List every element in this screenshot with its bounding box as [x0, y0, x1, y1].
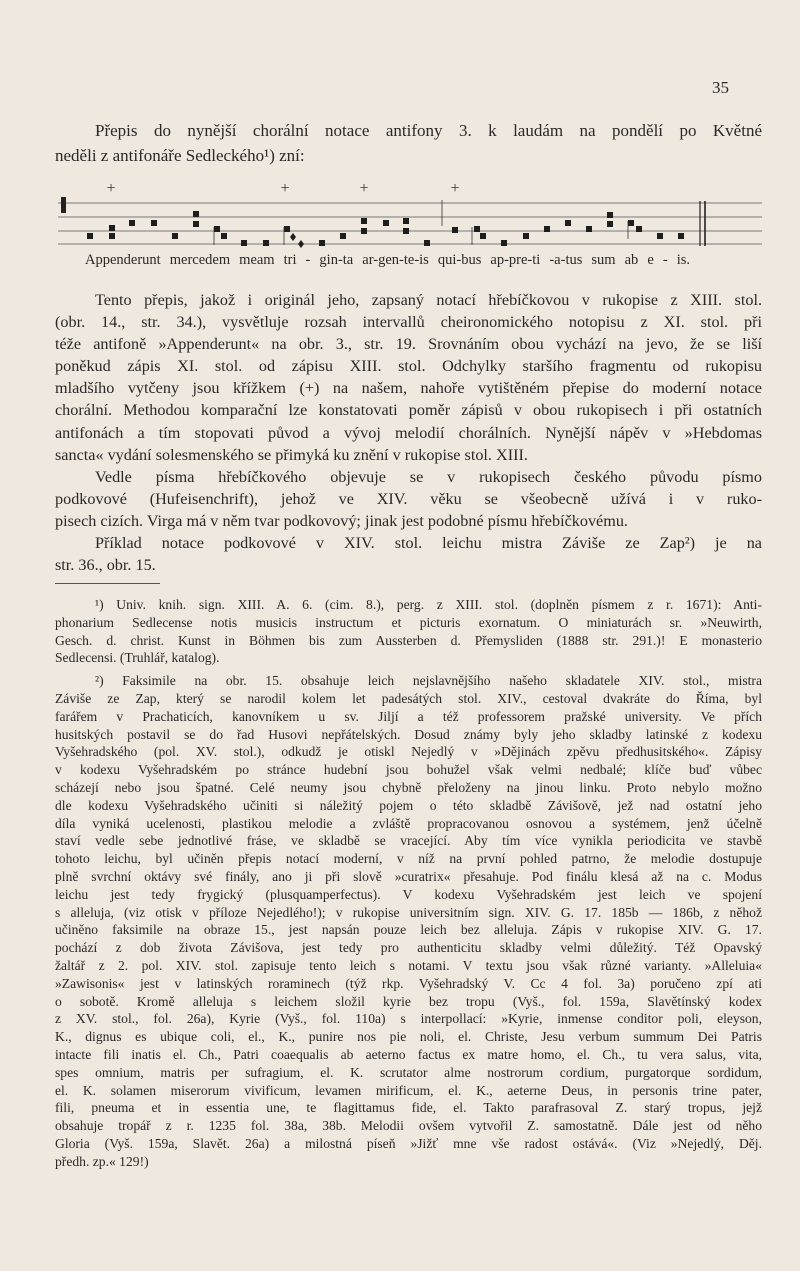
neume-note [361, 218, 367, 224]
paragraph [55, 532, 762, 576]
footnote-2 [55, 672, 762, 1170]
neume-note [241, 240, 247, 246]
body-text [55, 289, 762, 576]
rhombus-note [290, 233, 296, 241]
neume-note [565, 220, 571, 226]
footnote-line: díla vyniká ucelenosti, plastikou melodie a zvláště propracovanou osnovou a systémem, jenž účelně [55, 815, 762, 831]
paragraph-line: chorální. Methodou komparační lze konstatovati poměr zápisů v obou rukopisech i při ostatních [55, 401, 762, 420]
footnote-line: učiněno faksimile na obraze 15., jest napsán pouze leich bez alleluja. Zápis v rukopise XIV. G. 17. [55, 922, 762, 938]
footnote-line: phonarium Sedlecense notis musicis instructum et picturis exornatum. O miniaturách sr. »Neuwirth, [55, 614, 762, 630]
footnote-line: scházejí nebo jsou špatné. Celé neumy jsou chybně přeloženy na jinou linku. Proto nebylo možno [55, 779, 762, 795]
paragraph-line: mladšího vytčeny jsou křížkem (+) na našem, nahoře vytištěném přepise do moderní notace [55, 379, 762, 398]
paragraph-line: (obr. 14., str. 34.), vysvětluje rozsah intervallů cheironomického notopisu z XI. stol. při [55, 313, 762, 332]
footnotes [55, 596, 762, 1176]
footnote-line: spes omnium, matris per sufragium, el. K. scrutator alme nostrorum cordium, purgatorque sordidum, [55, 1064, 762, 1080]
footnote-line: Sedlecensi. (Truhlář, katalog). [55, 650, 220, 666]
footnote-line: farářem v Prachaticích, kanovníkem u sv. Jiljí a též professorem pražské university. Ve přích [55, 708, 762, 724]
neume-note [657, 233, 663, 239]
footnote-line: tohoto leichu, byl učiněn přepis notací moderní, v níž na první pohled patrno, že melodie dostupuje [55, 851, 762, 867]
footnote-line: staví vedle sebe jednotlivé fráse, ve skladbě se vracející. Aby tím více vynikla periodicita ve stavbě [55, 833, 762, 849]
neume-note [263, 240, 269, 246]
intro-text [55, 118, 762, 168]
neume-note [628, 220, 634, 226]
chant-notation-staff [0, 175, 800, 255]
neume-note [403, 228, 409, 234]
footnote-line: pochází z dob života Závišova, jest tedy pro authenticitu skladby velmi důležitý. Též Opavský [55, 940, 762, 956]
neume-note [172, 233, 178, 239]
neume-note [109, 225, 115, 231]
paragraph-line: sancta« vydání solesmenského se přimyká ku znění v rukopise stol. XIII. [55, 445, 528, 464]
paragraph [55, 289, 762, 466]
footnote-line: leichu jest tedy frygický (plusquamperfectus). V kodexu Vyšehradském jest leich ve spojení [55, 886, 762, 902]
footnote-line: husitských postavil se do řad Husovi nepřátelských. Dosud známy byly jeho skladby latinské z kodexu [55, 726, 762, 742]
neume-note [501, 240, 507, 246]
neume-note [193, 211, 199, 217]
neume-note [383, 220, 389, 226]
footnote-line: obsahuje tropář z r. 1235 fol. 38a, 38b. Melodii ovšem vytvořil Z. samostatně. Dále jest od něho [55, 1118, 762, 1134]
footnote-line: dle kodexu Vyšehradského učiniti si náležitý pojem o této skladbě Závišově, jež nad ostatní jeho [55, 797, 762, 813]
footnote-line: Záviše ze Zap, který se narodil kolem let padesátých stol. XIV., cestoval dvakráte do Říma, byl [55, 690, 762, 706]
neume-note [586, 226, 592, 232]
footnote-line: ²) Faksimile na obr. 15. obsahuje leich nejslavnějšího našeho skladatele XIV. stol., mistra [95, 673, 762, 689]
footnote-line: žaltář z 2. pol. XIV. stol. zapisuje tento leich s notami. V textu jsou však různé varianty. »Alleluia« [55, 957, 762, 973]
neume-note [109, 233, 115, 239]
paragraph-line: antifonách a tím stopovati původ a vývoj melodií chorálních. Nynější nápěv v »Hebdomas [55, 423, 762, 442]
neume-note [607, 212, 613, 218]
neume-note [452, 227, 458, 233]
page-number: 35 [712, 78, 729, 97]
variant-cross-icon: + [450, 180, 460, 197]
intro-line: Přepis do nynější chorální notace antifony 3. k laudám na pondělí po Květné [95, 121, 762, 140]
neume-note [480, 233, 486, 239]
footnote-separator [55, 583, 160, 584]
footnote-line: Vyšehradského (pol. XV. stol.), odkudž je otiskl Nejedlý v »Dějinách zpěvu předhusitského«. Zápisy [55, 744, 762, 760]
chant-lyrics: Appenderunt mercedem meam tri - gin-ta ar-gen-te-is qui-bus ap-pre-ti -a-tus sum ab e - is. [85, 252, 690, 268]
neume-note [284, 226, 290, 232]
neume-note [129, 220, 135, 226]
footnote-line: v kodexu Vyšehradském po stránce hudební jsou bohužel však velmi nedbalé; klíče buď vůbec [55, 762, 762, 778]
paragraph-line: podkovové (Hufeisenchrift), jehož ve XIV. věku se všeobecně užívá i v ruko- [55, 489, 762, 508]
neume-note [678, 233, 684, 239]
footnote-line: předh. zp.« 129!) [55, 1153, 149, 1169]
footnote-line: ¹) Univ. knih. sign. XIII. A. 6. (cim. 8.), perg. z XIII. stol. (doplněn písmem z r. 1671): Anti- [95, 597, 762, 612]
neume-note [340, 233, 346, 239]
footnote-line: el. K. solamen miserorum vivificum, levamen mirificum, el. K., aeterne Deus, in personis trine pater, [55, 1082, 762, 1098]
neume-note [523, 233, 529, 239]
footnote-line: fili, pneuma et in essentia une, te flagittamus fide, el. Takto parafrasoval Z. starý tropus, jejž [55, 1100, 762, 1116]
paragraph-line: Tento přepis, jakož i originál jeho, zapsaný notací hřebíčkovou v rukopise z XIII. stol. [95, 291, 762, 309]
neume-note [403, 218, 409, 224]
variant-cross-icon: + [280, 180, 290, 197]
neume-note [193, 221, 199, 227]
footnote-1 [55, 596, 762, 667]
paragraph-line: pisech cizích. Virga má v něm tvar podkovový; jinak jest podobné písmu hřebíčkovému. [55, 511, 628, 530]
paragraph [55, 466, 762, 532]
paragraph-line: Příklad notace podkovové v XIV. stol. leichu mistra Záviše ze Zap²) je na [95, 534, 762, 553]
neume-note [221, 233, 227, 239]
variant-cross-icon: + [359, 180, 369, 197]
paragraph-line: str. 36., obr. 15. [55, 556, 156, 575]
footnote-line: K., dignus es ubique coli, el., K., punire nos pie noli, el. Christe, Jesu verbum summum Dei Patris [55, 1029, 762, 1045]
intro-line: neděli z antifonáře Sedleckého¹) zní: [55, 146, 305, 165]
footnote-line: z XV. stol., fol. 26a), Kyrie (Vyš., fol. 110a) s interpollací: »Kyrie, inmense conditor poli, eleyson, [55, 1011, 762, 1027]
footnote-line: o sobotě. Kromě alleluja s leichem složil kyrie bez tropu (Vyš., fol. 159a, Slavětínský kodex [55, 993, 762, 1009]
neume-note [214, 226, 220, 232]
footnote-line: Gloria (Vyš. 159a, Slavět. 26a) a milostná píseň »Jižť mne vše radost ostává«. (Viz »Nejedlý, Děj. [55, 1135, 762, 1151]
footnote-line: s alleluja, (viz otisk v příloze Nejedlého!); v rukopise universitním sign. XIV. G. 17. 185b — 186b, z něhož [55, 904, 762, 920]
neume-note [319, 240, 325, 246]
rhombus-note [298, 240, 304, 248]
neume-note [544, 226, 550, 232]
neume-note [424, 240, 430, 246]
paragraph-line: Vedle písma hřebíčkového objevuje se v rukopisech českého původu písmo [95, 467, 762, 486]
neume-note [636, 226, 642, 232]
paragraph-line: poněkud zápis XI. stol. od zápisu XIII. stol. Odchylky staršího fragmentu od rukopisu [55, 357, 762, 376]
neume-note [361, 228, 367, 234]
neume-note [607, 221, 613, 227]
variant-cross-icon: + [106, 180, 116, 197]
footnote-line: plně svrchní oktávy své finály, ano ji při slově »curatrix« přesahuje. Pod finálu klesá až na c. Modus [55, 868, 762, 884]
footnote-line: intacte fili inatis el. Ch., Patri coaequalis ab aeterno factus ex matre homo, el. Ch., tu vera salus, vita, [55, 1046, 762, 1062]
clef-icon [61, 197, 66, 213]
neume-note [474, 226, 480, 232]
footnote-line: Gesch. d. christ. Kunst in Böhmen bis zum Aussterben d. Přemysliden (1888 str. 291.)! E monasterio [55, 632, 762, 648]
paragraph-line: téže antifoně »Appenderunt« na obr. 3., str. 19. Srovnáním obou vychází na jevo, že se liší [55, 335, 762, 354]
neume-note [87, 233, 93, 239]
neume-note [151, 220, 157, 226]
footnote-line: »Zawisonis« jest v latinských roraminech (týž rkp. Vyšehradský V. Cc 4 fol. 3a) poručeno zpí ati [55, 975, 762, 991]
